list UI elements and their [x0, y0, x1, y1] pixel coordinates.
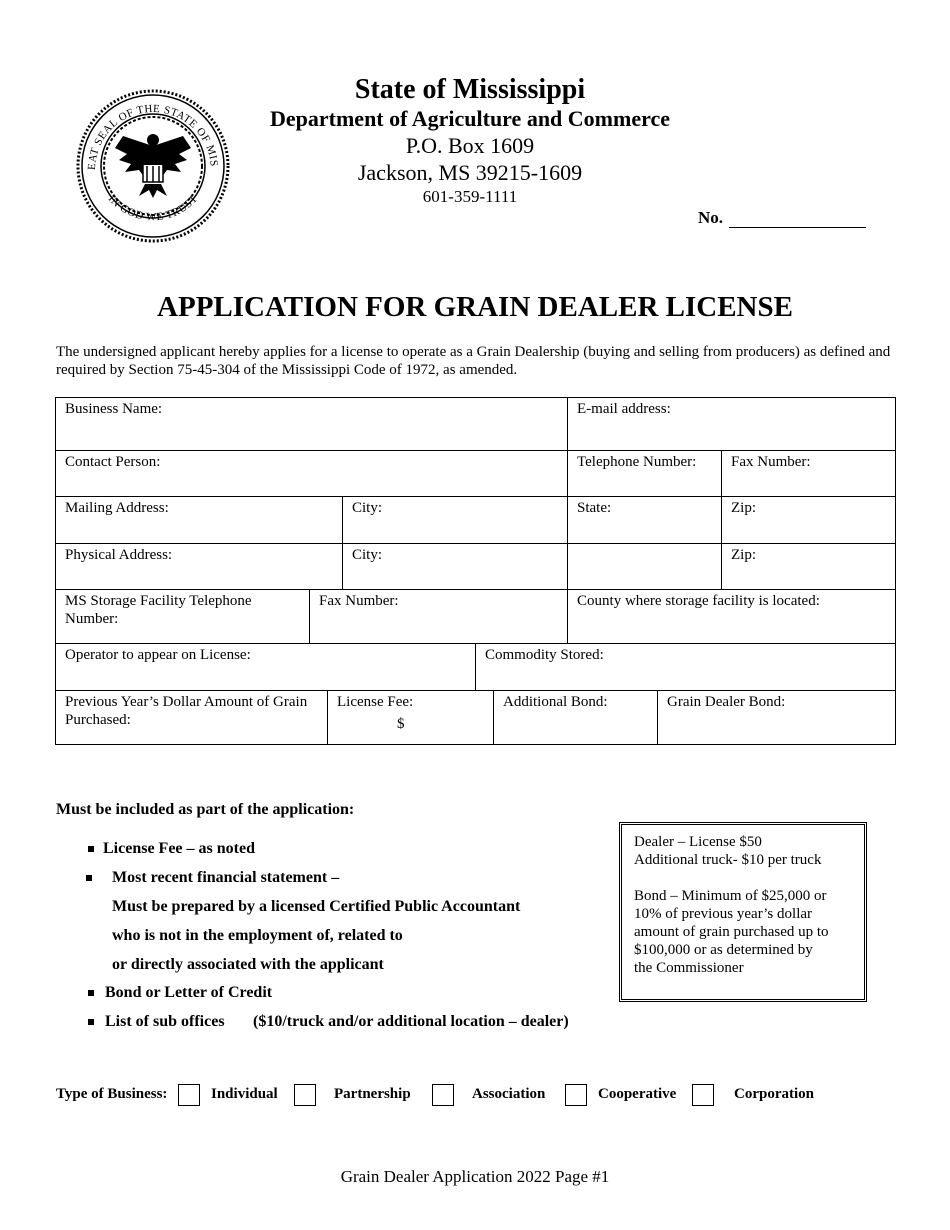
checkbox-corporation[interactable]	[692, 1084, 714, 1106]
bullet-marker	[88, 846, 94, 852]
additional-bond-label: Additional Bond:	[503, 694, 608, 710]
option-partnership: Partnership	[334, 1086, 411, 1102]
operator-field[interactable]	[56, 644, 476, 691]
checkbox-association[interactable]	[432, 1084, 454, 1106]
physical-city-label: City:	[352, 547, 383, 563]
checkbox-partnership[interactable]	[294, 1084, 316, 1106]
fee-bond-line1: Bond – Minimum of $25,000 or	[634, 888, 827, 904]
requirements-heading: Must be included as part of the application:	[56, 801, 355, 818]
prev-year-field[interactable]	[56, 691, 328, 745]
mailing-city-label: City:	[352, 500, 383, 516]
email-field[interactable]	[568, 398, 896, 451]
mailing-zip-label: Zip:	[731, 500, 757, 516]
physical-zip-field[interactable]	[722, 544, 896, 590]
fee-bond-line5: the Commissioner	[634, 960, 744, 976]
mailing-address-field[interactable]	[56, 497, 343, 544]
number-label: No.	[698, 208, 724, 227]
physical-zip-label: Zip:	[731, 547, 757, 563]
checkbox-cooperative[interactable]	[565, 1084, 587, 1106]
svg-text:IN GOD WE TRUST: IN GOD WE TRUST	[105, 192, 201, 224]
telephone-label: Telephone Number:	[577, 454, 697, 470]
additional-bond-field[interactable]	[494, 691, 658, 745]
storage-fax-label: Fax Number:	[319, 593, 399, 609]
svg-text:THE GREAT SEAL OF THE STATE OF: EAT SEAL OF THE STATE OF MIS	[85, 102, 220, 171]
option-cooperative: Cooperative	[598, 1086, 677, 1102]
fee-bond-line3: amount of grain purchased up to	[634, 924, 829, 940]
option-association: Association	[472, 1086, 546, 1102]
fee-license: Dealer – License $50	[634, 834, 762, 850]
business-type-label: Type of Business:	[56, 1086, 168, 1102]
page-title: APPLICATION FOR GRAIN DEALER LICENSE	[157, 291, 793, 323]
fee-box	[619, 822, 867, 1002]
requirement-financial-line2: Must be prepared by a licensed Certified Public Accountant	[112, 898, 521, 915]
mailing-zip-field[interactable]	[722, 497, 896, 544]
business-name-field[interactable]	[56, 398, 568, 451]
storage-fax-field[interactable]	[310, 590, 568, 644]
fax-label: Fax Number:	[731, 454, 811, 470]
header-department: Department of Agriculture and Commerce	[270, 106, 670, 131]
storage-phone-field[interactable]	[56, 590, 310, 644]
application-form	[55, 397, 896, 745]
requirement-financial-statement: Most recent financial statement –	[112, 869, 340, 886]
header-phone: 601-359-1111	[422, 187, 518, 206]
bullet-marker	[88, 990, 94, 996]
bullet-marker	[86, 875, 92, 881]
business-name-label: Business Name:	[65, 401, 163, 417]
commodity-field[interactable]	[476, 644, 896, 691]
contact-person-label: Contact Person:	[65, 454, 161, 470]
fax-field[interactable]	[722, 451, 896, 497]
grain-dealer-bond-label: Grain Dealer Bond:	[667, 694, 786, 710]
header-po-box: P.O. Box 1609	[405, 133, 535, 158]
storage-phone-label: MS Storage Facility Telephone Number:	[65, 593, 252, 627]
fee-truck: Additional truck- $10 per truck	[634, 852, 822, 868]
license-fee-field[interactable]	[328, 691, 494, 745]
county-field[interactable]	[568, 590, 896, 644]
header-state: State of Mississippi	[354, 74, 586, 105]
requirement-sub-offices-note: ($10/truck and/or additional location – dealer)	[253, 1013, 569, 1030]
physical-state-field[interactable]	[568, 544, 722, 590]
county-label: County where storage facility is located:	[577, 593, 820, 609]
telephone-field[interactable]	[568, 451, 722, 497]
dollar-sign: $	[397, 716, 405, 732]
requirement-financial-line4: or directly associated with the applicant	[112, 956, 384, 973]
page-footer: Grain Dealer Application 2022 Page #1	[340, 1167, 610, 1186]
option-corporation: Corporation	[734, 1086, 814, 1102]
mailing-address-label: Mailing Address:	[65, 500, 169, 516]
fee-bond-line4: $100,000 or as determined by	[634, 942, 813, 958]
checkbox-individual[interactable]	[178, 1084, 200, 1106]
operator-label: Operator to appear on License:	[65, 647, 251, 663]
email-label: E-mail address:	[577, 401, 671, 417]
fee-bond-line2: 10% of previous year’s dollar	[634, 906, 813, 922]
intro-text: The undersigned applicant hereby applies for a license to operate as a Grain Dealership (buying and selling from producers) as defined and required by Section 75-45-304 of the Mississippi Code of 1972, as amended.	[56, 344, 891, 378]
physical-address-label: Physical Address:	[65, 547, 173, 563]
header-city-zip: Jackson, MS 39215-1609	[357, 160, 583, 185]
commodity-label: Commodity Stored:	[485, 647, 604, 663]
contact-person-field[interactable]	[56, 451, 568, 497]
physical-city-field[interactable]	[343, 544, 568, 590]
state-field[interactable]	[568, 497, 722, 544]
requirement-license-fee: License Fee – as noted	[103, 840, 255, 857]
grain-dealer-bond-field[interactable]	[658, 691, 896, 745]
requirement-sub-offices: List of sub offices	[105, 1013, 225, 1030]
physical-address-field[interactable]	[56, 544, 343, 590]
requirement-financial-line3: who is not in the employment of, related to	[112, 927, 403, 944]
number-field[interactable]	[729, 226, 866, 228]
state-seal	[75, 88, 231, 244]
prev-year-label: Previous Year’s Dollar Amount of Grain Purchased:	[65, 694, 308, 728]
seal-image	[75, 88, 231, 244]
license-fee-label: License Fee:	[337, 694, 414, 710]
mailing-city-field[interactable]	[343, 497, 568, 544]
option-individual: Individual	[211, 1086, 278, 1102]
bullet-marker	[88, 1019, 94, 1025]
state-label: State:	[577, 500, 612, 516]
requirement-bond: Bond or Letter of Credit	[105, 984, 273, 1001]
